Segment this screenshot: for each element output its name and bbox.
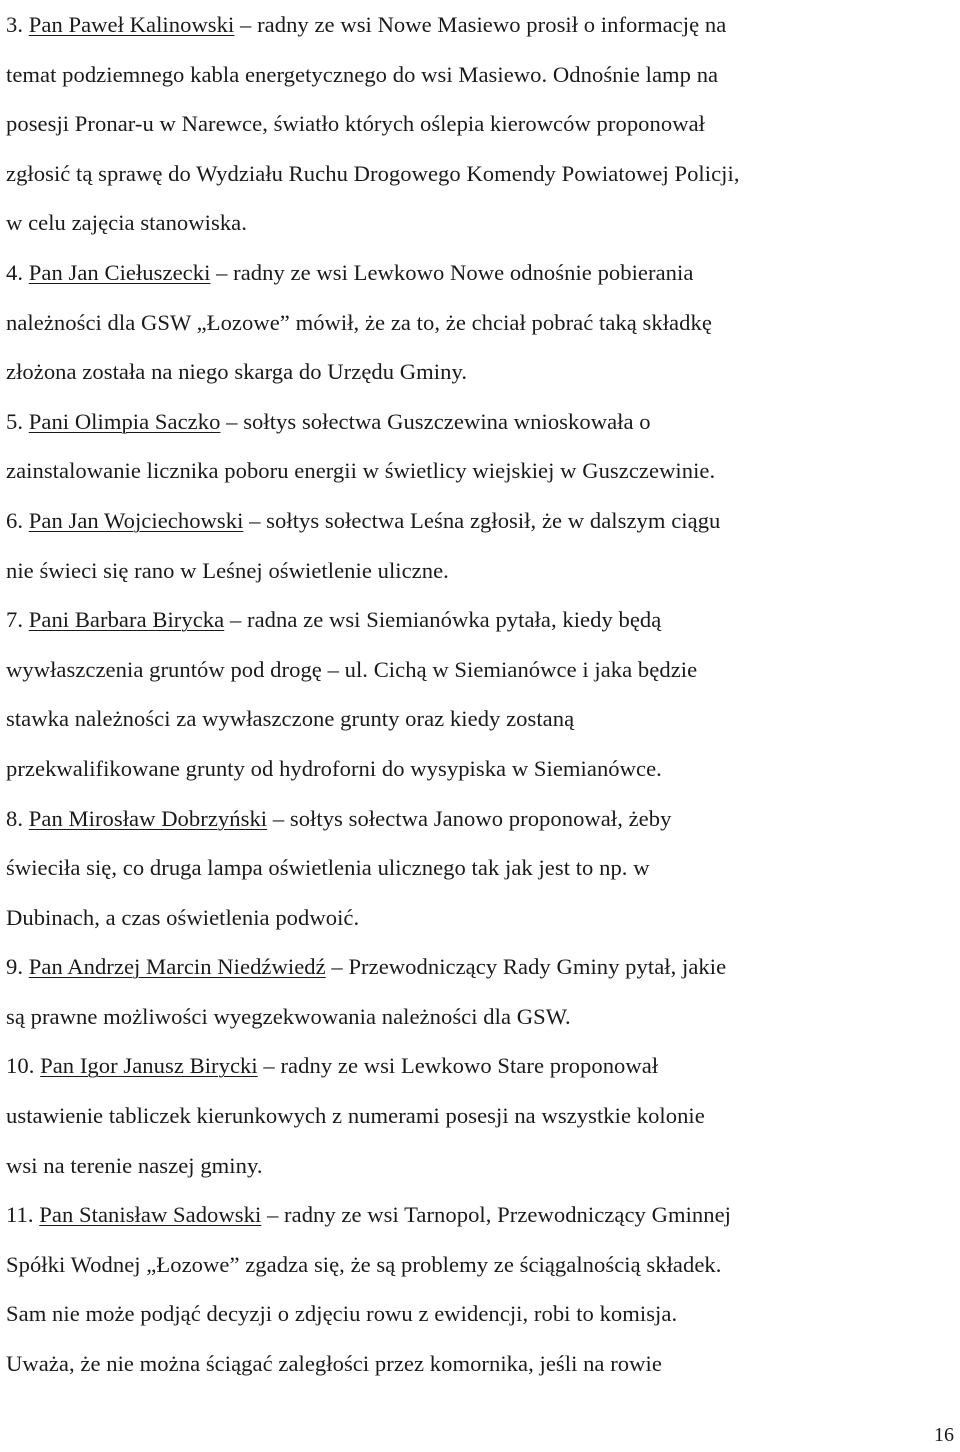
line-text: zainstalowanie licznika poboru energii w świetlicy wiejskiej w Guszczewinie.: [6, 458, 716, 484]
line-text: – sołtys sołectwa Leśna zgłosił, że w dalszym ciągu: [243, 507, 721, 533]
text-line: [6, 298, 946, 348]
text-line: [6, 1289, 946, 1339]
text-line: [6, 546, 946, 596]
speaker-name: Pan Jan Ciełuszecki: [28, 259, 211, 285]
line-text: Uważa, że nie można ściągać zaległości przez komornika, jeśli na rowie: [6, 1351, 662, 1377]
text-line: [6, 694, 946, 744]
text-line: [6, 198, 946, 248]
text-line: [6, 1041, 946, 1091]
line-text: – Przewodniczący Rady Gminy pytał, jakie: [325, 954, 727, 980]
text-line: [6, 645, 946, 695]
text-line: [6, 149, 946, 199]
line-text: – radna ze wsi Siemianówka pytała, kiedy będą: [224, 607, 662, 633]
line-text: Dubinach, a czas oświetlenia podwoić.: [6, 904, 360, 930]
text-line: [6, 496, 946, 546]
text-line: [6, 1339, 946, 1389]
text-line: [6, 992, 946, 1042]
speaker-name: Pan Jan Wojciechowski: [28, 507, 244, 533]
line-text: 5.: [6, 408, 29, 434]
line-text: zgłosić tą sprawę do Wydziału Ruchu Drogowego Komendy Powiatowej Policji,: [6, 160, 740, 186]
text-line: [6, 1240, 946, 1290]
speaker-name: Pani Olimpia Saczko: [28, 408, 221, 434]
text-line: [6, 446, 946, 496]
text-line: [6, 1190, 946, 1240]
line-text: złożona została na niego skarga do Urzędu Gminy.: [6, 359, 468, 385]
line-text: – radny ze wsi Lewkowo Stare proponował: [257, 1053, 659, 1079]
line-text: – radny ze wsi Lewkowo Nowe odnośnie pobierania: [210, 259, 694, 285]
text-line: [6, 744, 946, 794]
speaker-name: Pan Stanisław Sadowski: [39, 1202, 262, 1228]
line-text: ustawienie tabliczek kierunkowych z numerami posesji na wszystkie kolonie: [6, 1103, 705, 1129]
line-text: 3.: [6, 12, 29, 37]
line-text: – sołtys sołectwa Janowo proponował, żeby: [267, 805, 672, 831]
text-line: [6, 0, 946, 50]
line-text: 10.: [6, 1053, 41, 1079]
line-text: 7.: [6, 607, 29, 633]
line-text: 4.: [6, 259, 29, 285]
speaker-name: Pan Mirosław Dobrzyński: [28, 805, 268, 831]
text-line: [6, 1091, 946, 1141]
text-line: [6, 843, 946, 893]
text-line: [6, 248, 946, 298]
line-text: – radny ze wsi Nowe Masiewo prosił o informację na: [234, 12, 727, 37]
line-text: 6.: [6, 507, 29, 533]
line-text: 8.: [6, 805, 29, 831]
line-text: wywłaszczenia gruntów pod drogę – ul. Cichą w Siemianówce i jaka będzie: [6, 656, 698, 682]
text-line: [6, 397, 946, 447]
text-line: [6, 1141, 946, 1191]
text-line: [6, 99, 946, 149]
text-line: [6, 347, 946, 397]
text-line: [6, 893, 946, 943]
line-text: temat podziemnego kabla energetycznego do wsi Masiewo. Odnośnie lamp na: [6, 61, 719, 87]
line-text: Sam nie może podjąć decyzji o zdjęciu rowu z ewidencji, robi to komisja.: [6, 1301, 678, 1327]
page-number: 16: [934, 1424, 954, 1446]
speaker-name: Pani Barbara Birycka: [28, 607, 225, 633]
speaker-name: Pan Paweł Kalinowski: [28, 12, 235, 37]
text-line: [6, 595, 946, 645]
line-text: przekwalifikowane grunty od hydroforni do wysypiska w Siemianówce.: [6, 755, 662, 781]
line-text: Spółki Wodnej „Łozowe” zgadza się, że są problemy ze ściągalnością składek.: [6, 1251, 722, 1277]
line-text: w celu zajęcia stanowiska.: [6, 210, 247, 236]
line-text: – sołtys sołectwa Guszczewina wnioskowała o: [220, 408, 651, 434]
line-text: wsi na terenie naszej gminy.: [6, 1152, 263, 1178]
text-line: [6, 942, 946, 992]
line-text: – radny ze wsi Tarnopol, Przewodniczący Gminnej: [261, 1202, 732, 1228]
line-text: nie świeci się rano w Leśnej oświetlenie uliczne.: [6, 557, 449, 583]
line-text: należności dla GSW „Łozowe” mówił, że za to, że chciał pobrać taką składkę: [6, 309, 712, 335]
text-line: [6, 794, 946, 844]
line-text: 9.: [6, 954, 29, 980]
text-line: [6, 50, 946, 100]
line-text: stawka należności za wywłaszczone grunty oraz kiedy zostaną: [6, 706, 575, 732]
speaker-name: Pan Igor Janusz Birycki: [40, 1053, 258, 1079]
line-text: świeciła się, co druga lampa oświetlenia ulicznego tak jak jest to np. w: [6, 855, 650, 881]
line-text: są prawne możliwości wyegzekwowania należności dla GSW.: [6, 1003, 571, 1029]
line-text: 11.: [6, 1202, 40, 1228]
speaker-name: Pan Andrzej Marcin Niedźwiedź: [28, 954, 326, 980]
body-text: [6, 0, 946, 1389]
line-text: posesji Pronar-u w Narewce, światło których oślepia kierowców proponował: [6, 111, 705, 137]
